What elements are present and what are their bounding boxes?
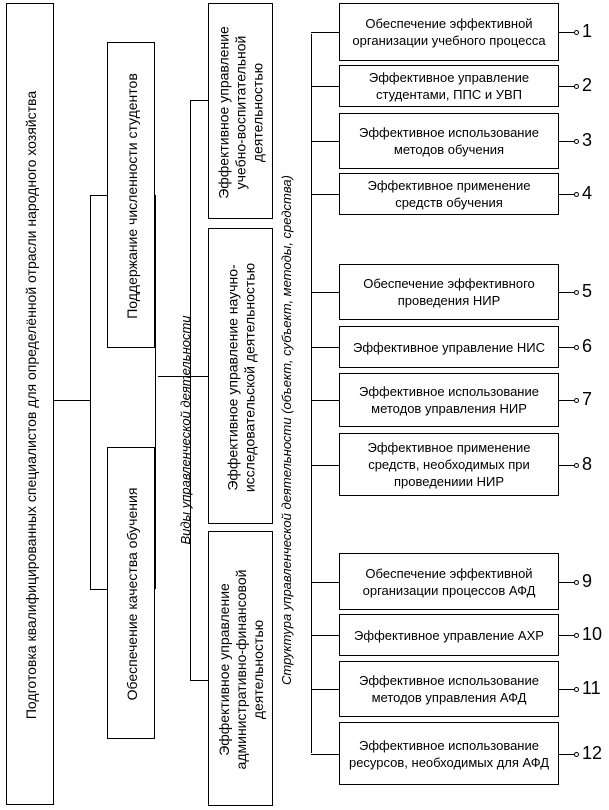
- connector-node-icon: [574, 345, 579, 350]
- connector-node-icon: [574, 192, 579, 197]
- activity-text-2: Эффективное управление научно-исследовательской деятельностью: [224, 262, 257, 493]
- task-box-7: [339, 373, 559, 427]
- connector-node-icon: [574, 84, 579, 89]
- connector-node-icon: [574, 752, 579, 757]
- main-goal-text: Подготовка квалифицированных специалистов для определённой отрасли народного хозяйства: [22, 90, 39, 720]
- connector: [559, 465, 575, 466]
- connector: [559, 32, 575, 33]
- task-box-8: [339, 433, 559, 496]
- connector-node-icon: [574, 398, 579, 403]
- connector: [311, 32, 339, 33]
- task-number-7: 7: [582, 389, 593, 409]
- task-box-10: [339, 614, 559, 656]
- connector: [190, 680, 208, 681]
- task-number-5: 5: [582, 281, 593, 301]
- task-text-6: Эффективное управление НИС: [353, 339, 545, 355]
- task-text-12: Эффективное использование ресурсов, необходимых для АФД: [348, 737, 550, 770]
- task-text-3: Эффективное использование методов обучения: [359, 125, 539, 157]
- connector: [155, 195, 156, 589]
- connector: [311, 582, 339, 583]
- connector: [54, 400, 90, 401]
- connector: [311, 347, 339, 348]
- task-number-6: 6: [582, 336, 593, 356]
- task-box-5: [339, 264, 559, 320]
- connector-node-icon: [574, 30, 579, 35]
- sub-goal-text-1: Поддержание численности студентов: [123, 73, 140, 319]
- connector: [90, 589, 107, 590]
- sub-goal-box-2: [107, 447, 155, 739]
- connector-node-icon: [574, 463, 579, 468]
- connector-node-icon: [574, 580, 579, 585]
- connector: [311, 635, 339, 636]
- task-box-6: [339, 326, 559, 368]
- structure-label: Структура управленческой деятельности (объект, субъект, методы, средства): [278, 175, 294, 685]
- task-box-1: [339, 3, 559, 61]
- task-box-9: [339, 553, 559, 610]
- connector: [311, 86, 339, 87]
- connector: [559, 292, 575, 293]
- activity-text-3: Эффективное управление административно-финансовой деятельностью: [216, 569, 266, 770]
- task-box-12: [339, 722, 559, 785]
- task-box-2: [339, 65, 559, 107]
- task-number-10: 10: [582, 624, 603, 644]
- task-number-9: 9: [582, 571, 593, 591]
- task-number-2: 2: [582, 75, 593, 95]
- connector: [311, 194, 339, 195]
- connector: [559, 400, 575, 401]
- connector: [559, 582, 575, 583]
- connector-node-icon: [574, 633, 579, 638]
- task-text-5: Обеспечение эффективного проведения НИР: [363, 276, 535, 308]
- task-text-4: Эффективное применение средств обучения: [367, 178, 531, 210]
- task-number-3: 3: [582, 130, 593, 150]
- sub-goal-text-2: Обеспечение качества обучения: [123, 487, 140, 701]
- activity-box-educational: [208, 3, 273, 219]
- main-goal-box: [6, 3, 54, 805]
- connector: [559, 194, 575, 195]
- task-text-1: Обеспечение эффективной организации учебного процесса: [352, 16, 546, 48]
- connector: [559, 141, 575, 142]
- connector: [311, 465, 339, 466]
- task-number-12: 12: [582, 743, 603, 763]
- connector: [311, 689, 339, 690]
- connector: [559, 86, 575, 87]
- connector: [311, 141, 339, 142]
- kinds-of-activity-label: Виды управленческой деятельности: [177, 315, 193, 545]
- connector: [559, 689, 575, 690]
- connector-node-icon: [574, 290, 579, 295]
- connector: [559, 347, 575, 348]
- task-box-11: [339, 661, 559, 717]
- task-text-2: Эффективное управление студентами, ППС и УВП: [368, 70, 530, 102]
- connector: [90, 195, 107, 196]
- connector-node-icon: [574, 687, 579, 692]
- connector: [190, 100, 208, 101]
- task-box-3: [339, 113, 559, 169]
- connector-node-icon: [574, 139, 579, 144]
- connector: [559, 754, 575, 755]
- connector: [559, 635, 575, 636]
- task-box-4: [339, 173, 559, 215]
- sub-goal-box-1: [107, 42, 155, 348]
- task-number-8: 8: [582, 454, 593, 474]
- task-number-1: 1: [582, 21, 593, 41]
- connector: [311, 754, 339, 755]
- task-text-7: Эффективное использование методов управления НИР: [359, 384, 539, 416]
- activity-box-admin-finance: [208, 531, 273, 806]
- task-text-11: Эффективное использование методов управления АФД: [359, 673, 539, 705]
- activity-box-research: [208, 228, 273, 524]
- task-number-11: 11: [582, 678, 601, 698]
- task-text-8: Эффективное применение средств, необходимых при проведениии НИР: [367, 440, 531, 489]
- task-text-10: Эффективное управление АХР: [354, 627, 544, 643]
- connector: [311, 292, 339, 293]
- task-text-9: Обеспечение эффективной организации процессов АФД: [362, 565, 536, 598]
- connector: [90, 195, 91, 589]
- connector: [311, 400, 339, 401]
- task-number-4: 4: [582, 183, 593, 203]
- activity-text-1: Эффективное управление учебно-воспитательной деятельностью: [215, 26, 266, 199]
